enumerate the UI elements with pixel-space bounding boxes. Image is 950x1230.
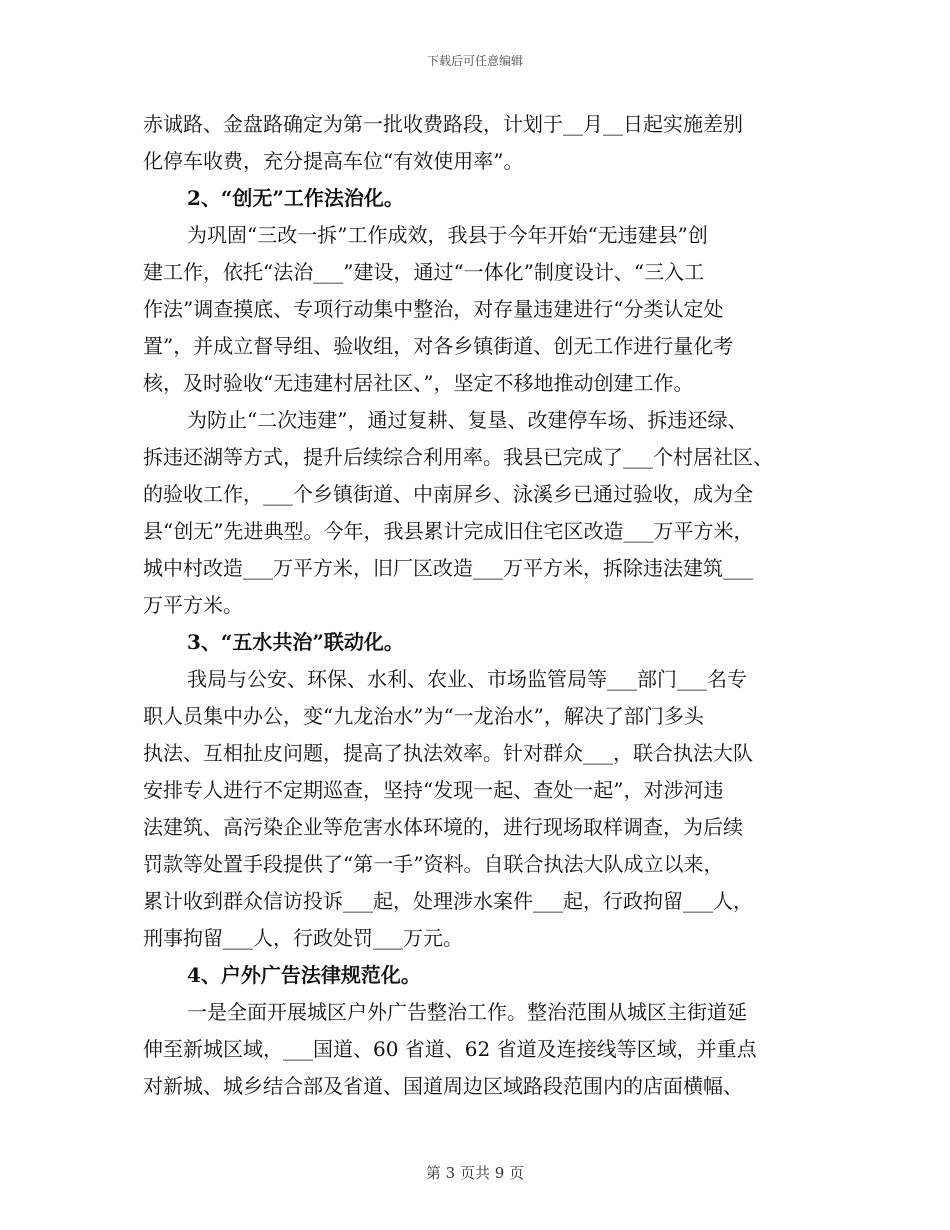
- text-line: 累计收到群众信访投诉___起，处理涉水案件___起，行政拘留___人，: [143, 889, 753, 913]
- text-line: 化停车收费，充分提高车位“有效使用率”。: [143, 149, 524, 173]
- page-footer: 第 3 页共 9 页: [425, 1164, 525, 1182]
- text-line: 万平方米。: [143, 593, 243, 617]
- text-line: 县“创无”先进典型。今年，我县累计完成旧住宅区改造___万平方米，: [143, 519, 754, 543]
- text-line: 罚款等处置手段提供了“第一手”资料。自联合执法大队成立以来，: [143, 852, 724, 876]
- document-body: [143, 106, 823, 1105]
- text-line: 为防止“二次违建”，通过复耕、复垦、改建停车场、拆违还绿、: [187, 408, 748, 432]
- text-line: 一是全面开展城区户外广告整治工作。整治范围从城区主街道延: [187, 1000, 747, 1024]
- text-line: 作法”调查摸底、专项行动集中整治，对存量违建进行“分类认定处: [143, 297, 724, 321]
- text-line: 置”，并成立督导组、验收组，对各乡镇街道、创无工作进行量化考: [143, 334, 734, 358]
- text-line: 刑事拘留___人，行政处罚___万元。: [143, 926, 463, 950]
- section-heading: 4、户外广告法律规范化。: [187, 963, 421, 987]
- text-line: 城中村改造___万平方米，旧厂区改造___万平方米，拆除违法建筑___: [143, 556, 753, 580]
- text-line: 我局与公安、环保、水利、农业、市场监管局等___部门___名专: [187, 667, 747, 691]
- page-header: 下载后可任意编辑: [426, 54, 523, 68]
- text-line: 赤诚路、金盘路确定为第一批收费路段，计划于__月__日起实施差别: [143, 112, 743, 136]
- section-heading: 2、“创无”工作法治化。: [187, 186, 404, 210]
- text-line: 执法、互相扯皮问题，提高了执法效率。针对群众___，联合执法大队: [143, 741, 753, 765]
- text-line: 拆违还湖等方式，提升后续综合利用率。我县已完成了___个村居社区、: [143, 445, 773, 469]
- text-line: 安排专人进行不定期巡查，坚持“发现一起、查处一起”，对涉河违: [143, 778, 724, 802]
- text-line: 职人员集中办公，变“九龙治水”为“一龙治水”，解决了部门多头: [143, 704, 704, 728]
- text-line: 伸至新城区域，___国道、60 省道、62 省道及连接线等区域，并重点: [143, 1037, 757, 1061]
- text-line: 法建筑、高污染企业等危害水体环境的，进行现场取样调查，为后续: [143, 815, 743, 839]
- text-line: 的验收工作，___个乡镇街道、中南屏乡、泳溪乡已通过验收，成为全: [143, 482, 753, 506]
- text-line: 为巩固“三改一拆”工作成效，我县于今年开始“无违建县”创: [187, 223, 708, 247]
- text-line: 核，及时验收“无违建村居社区、”，坚定不移地推动创建工作。: [143, 371, 694, 395]
- section-heading: 3、“五水共治”联动化。: [187, 630, 404, 654]
- text-line: 对新城、城乡结合部及省道、国道周边区域路段范围内的店面横幅、: [143, 1074, 743, 1098]
- text-line: 建工作，依托“法治___”建设，通过“一体化”制度设计、“三入工: [143, 260, 705, 284]
